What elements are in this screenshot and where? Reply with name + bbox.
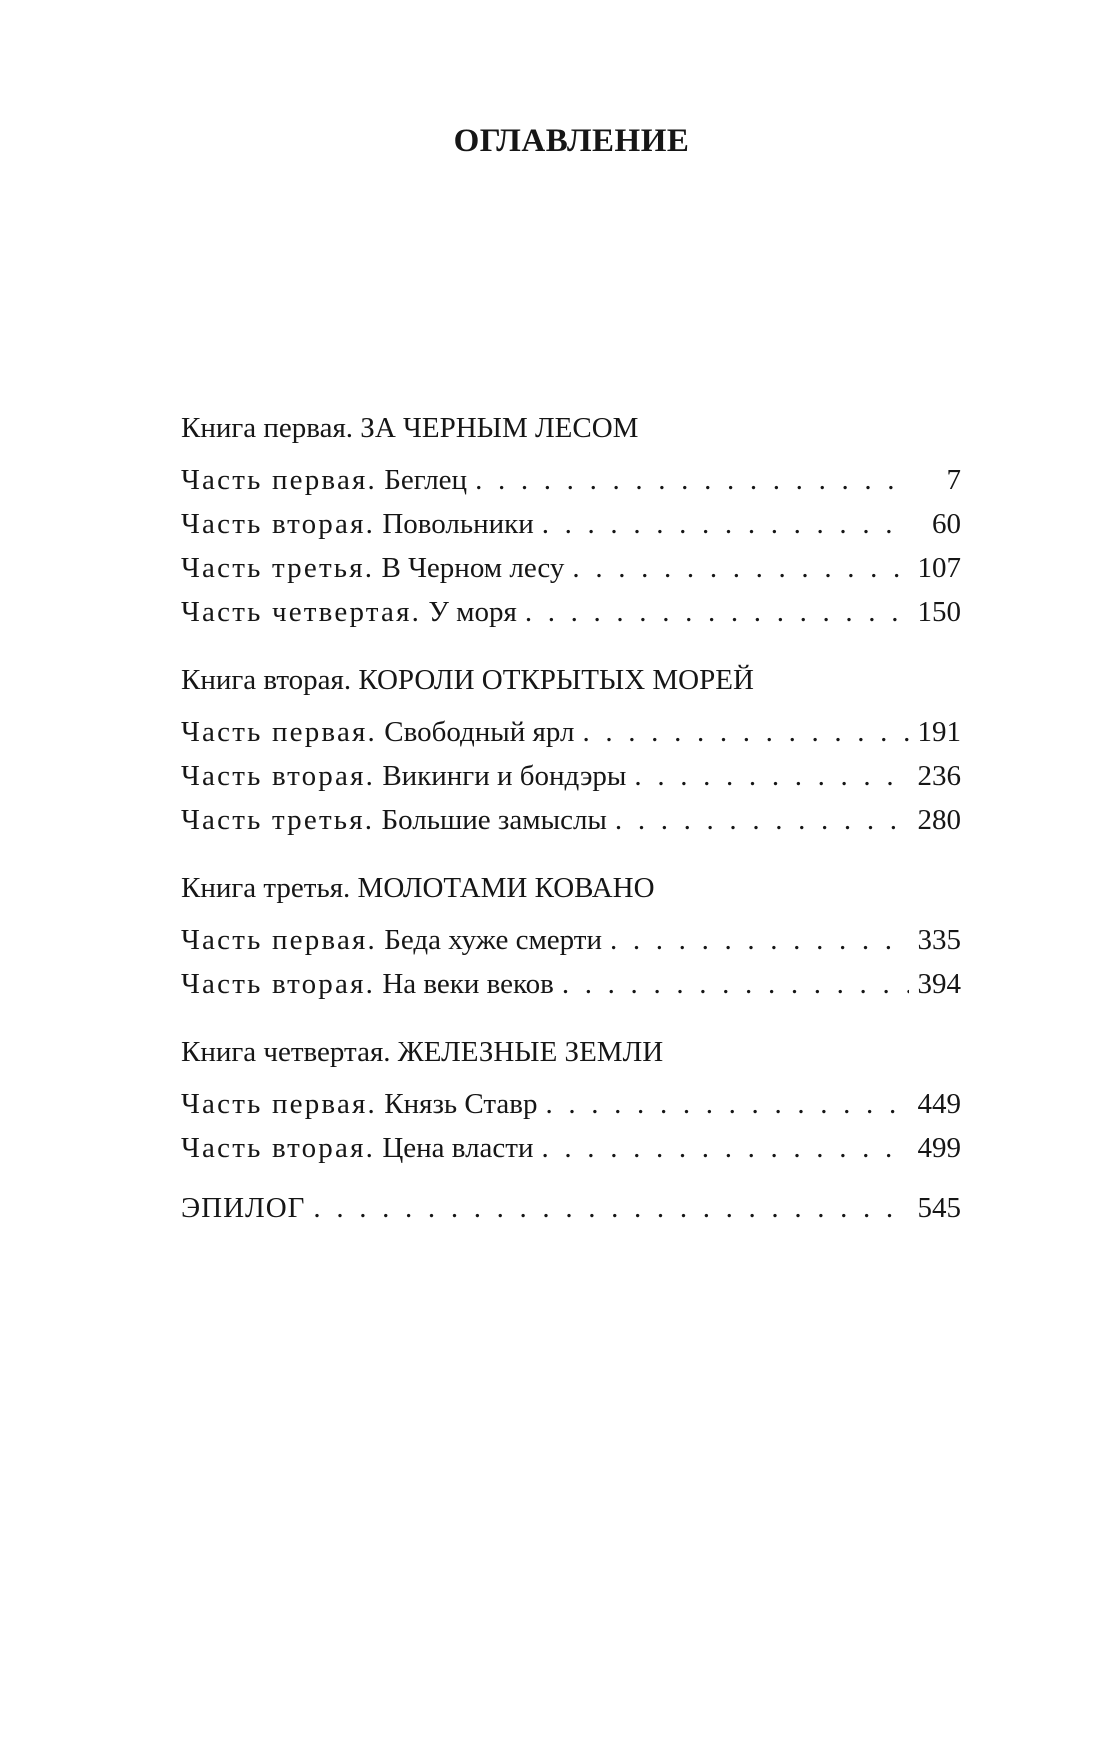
page-number: 150 — [917, 596, 961, 628]
part-name: Викинги и бондэры — [382, 760, 627, 792]
entry-label — [181, 546, 564, 590]
part-number: Часть четвертая. — [181, 596, 422, 628]
book-title: Книга первая. ЗА ЧЕРНЫМ ЛЕСОМ — [181, 412, 639, 444]
page-number: 236 — [917, 760, 961, 792]
toc-entry-epilogue[interactable] — [181, 1186, 961, 1230]
part-number: Часть вторая. — [181, 1132, 376, 1164]
toc-entry[interactable] — [181, 918, 961, 962]
book-section — [181, 408, 961, 634]
toc-entry[interactable] — [181, 1126, 961, 1170]
dot-leader — [562, 962, 909, 1006]
entry-label — [181, 754, 626, 798]
part-number: Часть вторая. — [181, 760, 376, 792]
dot-leader — [542, 1126, 910, 1170]
dot-leader — [525, 590, 909, 634]
epilogue-label: ЭПИЛОГ — [181, 1192, 306, 1224]
entry-label — [181, 502, 534, 546]
entry-label — [181, 710, 574, 754]
toc-entry[interactable] — [181, 754, 961, 798]
table-of-contents — [181, 408, 961, 1230]
entry-label — [181, 962, 554, 1006]
part-name: Повольники — [382, 508, 534, 540]
page-number: 280 — [917, 804, 961, 836]
book-section — [181, 660, 961, 842]
part-name: Беда хуже смерти — [384, 924, 602, 956]
entry-label — [181, 798, 607, 842]
page-number: 499 — [917, 1132, 961, 1164]
page-number: 7 — [946, 464, 961, 496]
toc-entry[interactable] — [181, 590, 961, 634]
dot-leader — [542, 502, 909, 546]
part-name: У моря — [428, 596, 517, 628]
entry-label — [181, 1126, 534, 1170]
page-number: 107 — [917, 552, 961, 584]
dot-leader — [582, 710, 909, 754]
dot-leader — [545, 1082, 909, 1126]
dot-leader — [610, 918, 909, 962]
dot-leader — [615, 798, 909, 842]
page-number: 60 — [932, 508, 961, 540]
entry-label — [181, 918, 602, 962]
dot-leader — [475, 458, 909, 502]
toc-entry[interactable] — [181, 546, 961, 590]
book-section — [181, 868, 961, 1006]
part-number: Часть третья. — [181, 804, 375, 836]
toc-entry[interactable] — [181, 502, 961, 546]
toc-entry[interactable] — [181, 1082, 961, 1126]
part-number: Часть первая. — [181, 924, 378, 956]
page-number: 335 — [917, 924, 961, 956]
part-number: Часть вторая. — [181, 968, 376, 1000]
toc-entry[interactable] — [181, 458, 961, 502]
entry-label — [181, 1082, 537, 1126]
dot-leader — [634, 754, 909, 798]
part-number: Часть третья. — [181, 552, 375, 584]
book-title: Книга вторая. КОРОЛИ ОТКРЫТЫХ МОРЕЙ — [181, 664, 754, 696]
book-title: Книга четвертая. ЖЕЛЕЗНЫЕ ЗЕМЛИ — [181, 1036, 664, 1068]
toc-entry[interactable] — [181, 798, 961, 842]
part-number: Часть первая. — [181, 716, 378, 748]
book-title: Книга третья. МОЛОТАМИ КОВАНО — [181, 872, 655, 904]
part-name: Свободный ярл — [384, 716, 575, 748]
entry-label — [181, 590, 517, 634]
dot-leader — [572, 546, 909, 590]
dot-leader — [313, 1186, 909, 1230]
book-section — [181, 1032, 961, 1170]
part-number: Часть первая. — [181, 1088, 378, 1120]
part-name: Цена власти — [382, 1132, 534, 1164]
part-name: Большие замыслы — [381, 804, 607, 836]
page-number: 394 — [917, 968, 961, 1000]
part-number: Часть первая. — [181, 464, 378, 496]
page-number: 449 — [917, 1088, 961, 1120]
toc-entry[interactable] — [181, 710, 961, 754]
part-name: На веки веков — [382, 968, 554, 1000]
page-title: ОГЛАВЛЕНИЕ — [453, 123, 690, 159]
toc-entry[interactable] — [181, 962, 961, 1006]
entry-label — [181, 458, 467, 502]
part-name: Князь Ставр — [384, 1088, 538, 1120]
part-name: В Черном лесу — [381, 552, 565, 584]
page-number: 191 — [917, 716, 961, 748]
part-number: Часть вторая. — [181, 508, 376, 540]
part-name: Беглец — [384, 464, 468, 496]
page-number: 545 — [917, 1192, 961, 1224]
